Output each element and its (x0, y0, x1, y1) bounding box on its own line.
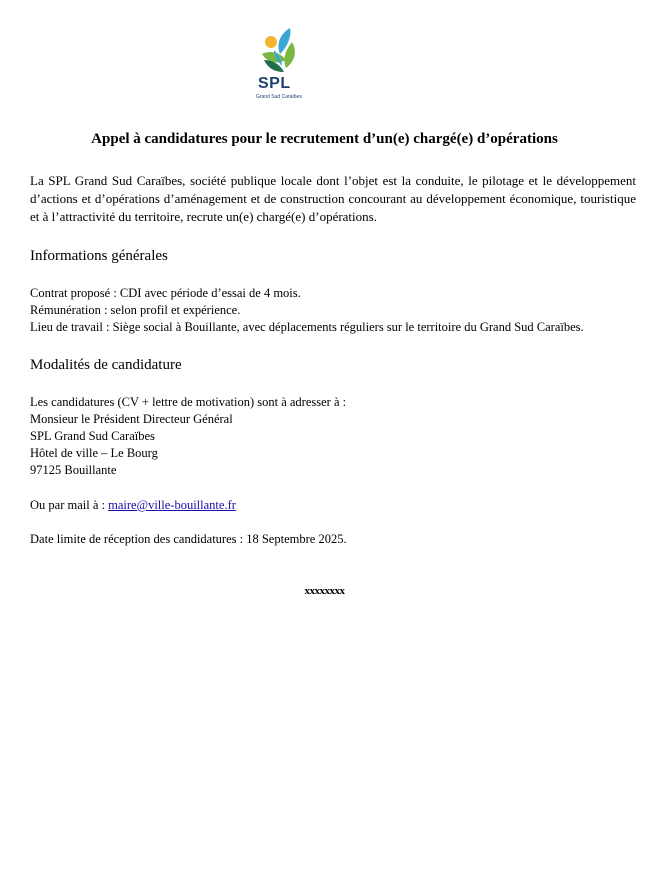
mail-prefix: Ou par mail à : (30, 498, 109, 512)
end-mark: xxxxxxxx (304, 585, 345, 597)
logo-name: SPL (258, 75, 291, 92)
address-line: SPL Grand Sud Caraïbes (30, 429, 155, 443)
salary-line: Rémunération : selon profil et expérience. (30, 303, 241, 317)
contract-line: Contrat proposé : CDI avec période d’essai de 4 mois. (30, 286, 301, 300)
location-line: Lieu de travail : Siège social à Bouillante, avec déplacements réguliers sur le territoire du Grand Sud Caraïbes. (30, 320, 584, 334)
email-link[interactable]: maire@ville-bouillante.fr (108, 498, 236, 512)
intro-paragraph: La SPL Grand Sud Caraïbes, société publique locale dont l’objet est la conduite, le pilotage et le développement d’actions et d’opérations d’aménagement et de construction concourant au développement économique, touristique et à l’attractivité du territoire, recrute un(e) chargé(e) d’opérations. (30, 173, 636, 224)
application-intro-line: Les candidatures (CV + lettre de motivation) sont à adresser à : (30, 395, 347, 409)
general-info-heading: Informations générales (30, 248, 168, 264)
mail-line (30, 497, 236, 514)
address-line: Monsieur le Président Directeur Général (30, 412, 233, 426)
address-line: 97125 Bouillante (30, 463, 117, 477)
deadline-line: Date limite de réception des candidatures : 18 Septembre 2025. (30, 532, 347, 546)
application-heading: Modalités de candidature (30, 357, 182, 373)
page-title: Appel à candidatures pour le recrutement d’un(e) chargé(e) d’opérations (91, 131, 558, 147)
logo-subtitle: Grand Sud Caraïbes (256, 94, 302, 100)
spl-logo (252, 24, 304, 104)
spl-logo-emblem (252, 24, 304, 76)
address-line: Hôtel de ville – Le Bourg (30, 446, 158, 460)
